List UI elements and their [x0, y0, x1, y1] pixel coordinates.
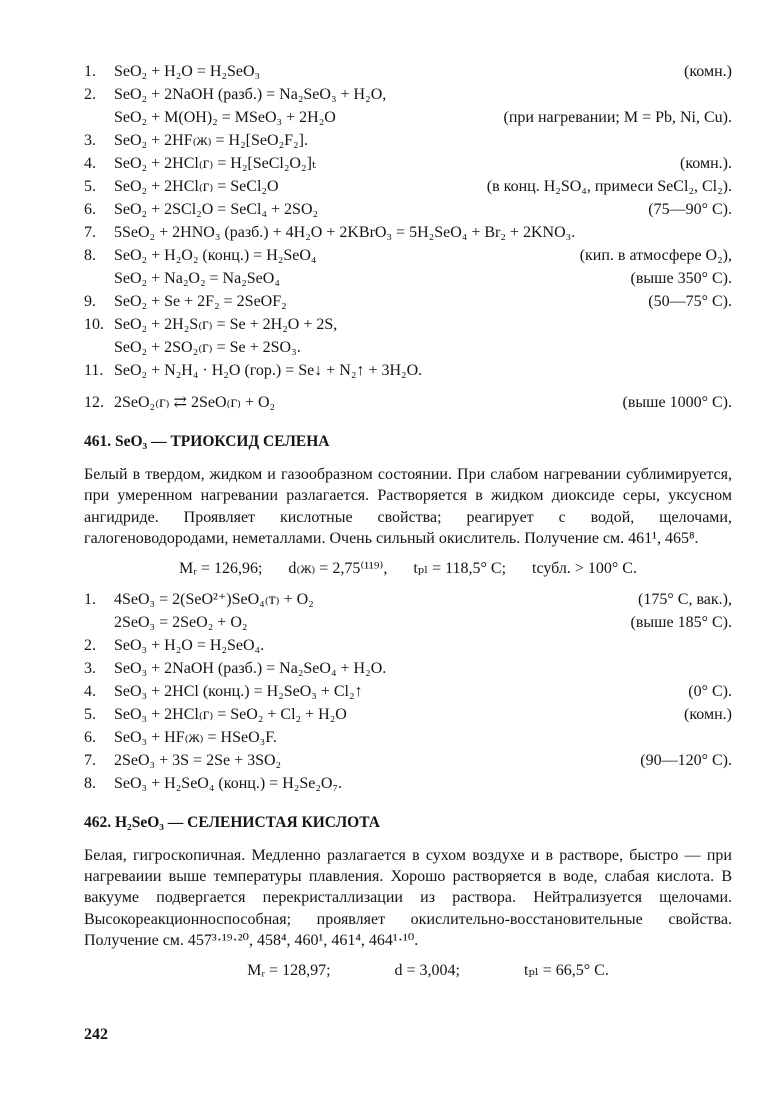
reaction-row: 7. 2SeO₃ + 3S = 2Se + 3SO₂ (90—120° C).: [84, 751, 732, 769]
properties-line-462: [84, 958, 732, 984]
reaction-row: 9. SeO₂ + Se + 2F₂ = 2SeOF₂ (50—75° C).: [84, 293, 732, 310]
section-heading-462: 462. H₂SeO₃ — СЕЛЕНИСТАЯ КИСЛОТА: [84, 813, 380, 831]
reaction-row: SeO₂ + 2SO₂₍г₎ = Se + 2SO₃.: [114, 339, 301, 356]
page-number: 242: [84, 1026, 108, 1043]
reaction-list-seo2: [84, 60, 732, 414]
reaction-list-seo3: [84, 588, 732, 795]
molar-mass: Mᵣ = 128,97;: [247, 961, 331, 979]
density: d = 3,004;: [394, 961, 460, 979]
reaction-row: 2. SeO₂ + 2NaOH (разб.) = Na₂SeO₃ + H₂O,: [84, 86, 387, 103]
reaction-row: 8. SeO₂ + H₂O₂ (конц.) = H₂SeO₄ (кип. в атмосфере O₂),: [84, 247, 732, 264]
document-page: [84, 60, 732, 984]
description-paragraph-461: Белый в твердом, жидком и газообразном состоянии. При слабом нагревании сублимируется, при умеренном нагревании разлагается. Растворяется в жидком диоксиде серы, уксусном ангидриде. Проявляет кислотные свойства; реагирует с водой, щелочами, галогеноводородами, неметаллами. Очень сильный окислитель. Получение см. 461¹, 465⁸.: [84, 466, 732, 548]
reaction-row: 2SeO₃ = 2SeO₂ + O₂ (выше 185° C).: [114, 613, 732, 631]
density: d₍ж₎ = 2,75⁽¹¹⁹⁾,: [288, 559, 388, 577]
reaction-row: 5. SeO₃ + 2HCl₍г₎ = SeO₂ + Cl₂ + H₂O (комн.): [84, 705, 732, 723]
melting-point: tₚₗ = 118,5° C;: [413, 559, 507, 577]
section-heading-461: 461. SeO₃ — ТРИОКСИД СЕЛЕНА: [84, 433, 330, 450]
reaction-row: 1. SeO₂ + H₂O = H₂SeO₃ (комн.): [84, 63, 732, 80]
melting-point: tₚₗ = 66,5° C.: [524, 961, 609, 979]
reaction-row: 8. SeO₃ + H₂SeO₄ (конц.) = H₂Se₂O₇.: [84, 774, 343, 792]
properties-line-461: [84, 556, 732, 582]
reaction-row: SeO₂ + M(OH)₂ = MSeO₃ + 2H₂O (при нагревании; M = Pb, Ni, Cu).: [114, 109, 732, 126]
reaction-row: SeO₂ + Na₂O₂ = Na₂SeO₄ (выше 350° C).: [114, 270, 732, 287]
reaction-row: 5. SeO₂ + 2HCl₍г₎ = SeCl₂O (в конц. H₂SO₄, примеси SeCl₂, Cl₂).: [84, 178, 732, 195]
reaction-row: 7. 5SeO₂ + 2HNO₃ (разб.) + 4H₂O + 2KBrO₃ = 5H₂SeO₄ + Br₂ + 2KNO₃.: [84, 224, 576, 241]
description-paragraph-462: Белая, гигроскопичная. Медленно разлагается в сухом воздухе и в растворе, быстро — при нагреваиии выше температуры плавления. Хорошо растворяется в воде, слабая кислота. В вакууме подвергается перекристаллизации из раствора. Нейтрализуется щелочами. Высокореакционноспособная; проявляет окислительно-восстановительные свойства. Получение см. 457³·¹⁹·²⁰, 458⁴, 460¹, 461⁴, 464¹·¹⁰.: [84, 846, 732, 950]
reaction-row: 10. SeO₂ + 2H₂S₍г₎ = Se + 2H₂O + 2S,: [84, 316, 338, 333]
reaction-row-equilibrium: 12. 2SeO₂₍г₎ ⇄ 2SeO₍г₎ + O₂ (выше 1000° C).: [84, 394, 732, 411]
sublimation-point: tсубл. > 100° C.: [532, 559, 637, 577]
molar-mass: Mᵣ = 126,96;: [179, 559, 263, 577]
reaction-row: 2. SeO₃ + H₂O = H₂SeO₄.: [84, 636, 265, 654]
reaction-row: 6. SeO₃ + HF₍ж₎ = HSeO₃F.: [84, 728, 277, 746]
reaction-row: 4. SeO₃ + 2HCl (конц.) = H₂SeO₃ + Cl₂↑ (0° C).: [84, 682, 732, 700]
reaction-row: 6. SeO₂ + 2SCl₂O = SeCl₄ + 2SO₂ (75—90° C).: [84, 201, 732, 218]
reaction-row: 4. SeO₂ + 2HCl₍г₎ = H₂[SeCl₂O₂]ₜ (комн.).: [84, 155, 732, 172]
reaction-row: 1. 4SeO₃ = 2(SeO²⁺)SeO₄₍т₎ + O₂ (175° C, вак.),: [84, 590, 732, 608]
reaction-row: 3. SeO₃ + 2NaOH (разб.) = Na₂SeO₄ + H₂O.: [84, 659, 387, 677]
reaction-row: 3. SeO₂ + 2HF₍ж₎ = H₂[SeO₂F₂].: [84, 132, 308, 149]
reaction-row: 11. SeO₂ + N₂H₄ · H₂O (гор.) = Se↓ + N₂↑ + 3H₂O.: [84, 362, 423, 379]
